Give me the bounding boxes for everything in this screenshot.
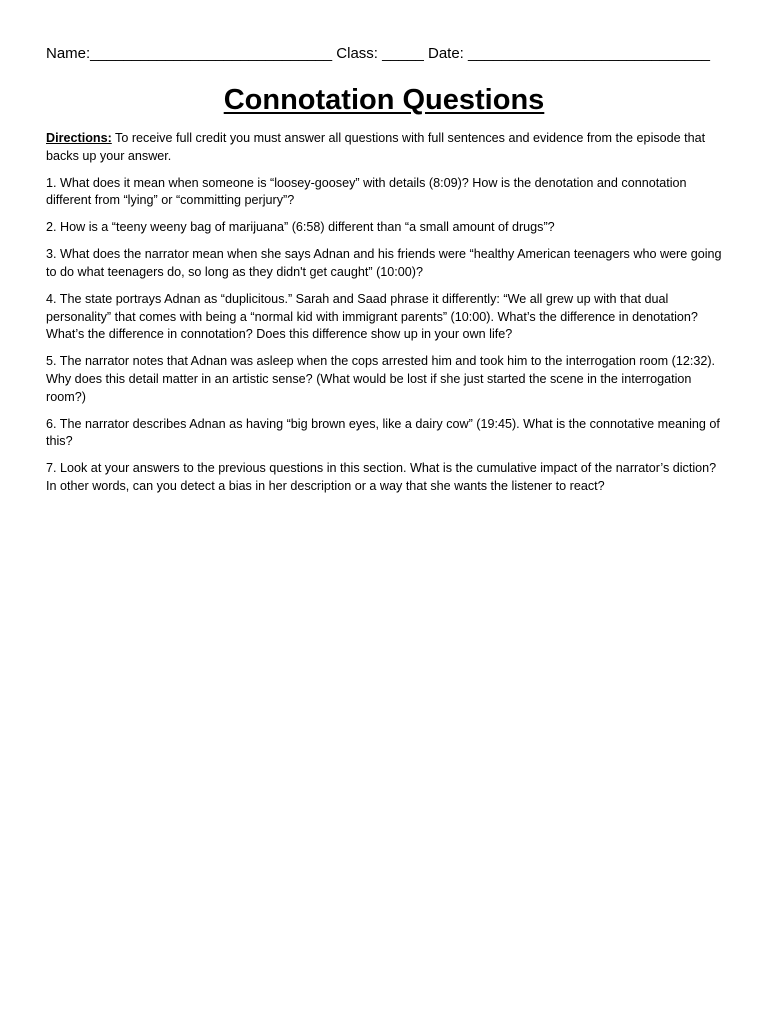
question-6: 6. The narrator describes Adnan as having “big brown eyes, like a dairy cow” (19:45). What is the connotative meaning of this? — [46, 416, 720, 449]
student-info-line: Name:_____________________________ Class: _____ Date: _____________________________ — [46, 45, 710, 62]
question-4: 4. The state portrays Adnan as “duplicitous.” Sarah and Saad phrase it differently: “We all grew up with that dual personality” that comes with being a “normal kid with immigrant parents” (10:00). What’s the difference in denotation? What’s the difference in connotation? Does this difference show up in your own life? — [46, 292, 698, 342]
directions-text: To receive full credit you must answer all questions with full sentences and evidence from the episode that backs up your answer. — [46, 131, 706, 163]
question-7: 7. Look at your answers to the previous questions in this section. What is the cumulative impact of the narrator’s diction? In other words, can you detect a bias in her description or a way that she wants the listener to react? — [46, 461, 717, 493]
question-2: 2. How is a “teeny weeny bag of marijuana” (6:58) different than “a small amount of drugs”? — [46, 220, 555, 235]
question-5: 5. The narrator notes that Adnan was asleep when the cops arrested him and took him to the interrogation room (12:32). Why does this detail matter in an artistic sense? (What would be lost if she just started the scene in the interrogation room?) — [46, 354, 716, 404]
question-1: 1. What does it mean when someone is “loosey-goosey” with details (8:09)? How is the denotation and connotation different from “lying” or “committing perjury”? — [46, 175, 687, 208]
question-3: 3. What does the narrator mean when she says Adnan and his friends were “healthy American teenagers who were going to do what teenagers do, so long as they didn't get caught” (10:00)? — [46, 247, 722, 280]
page-title: Connotation Questions — [223, 84, 545, 116]
directions — [46, 130, 722, 165]
directions-label: Directions: — [46, 131, 112, 145]
